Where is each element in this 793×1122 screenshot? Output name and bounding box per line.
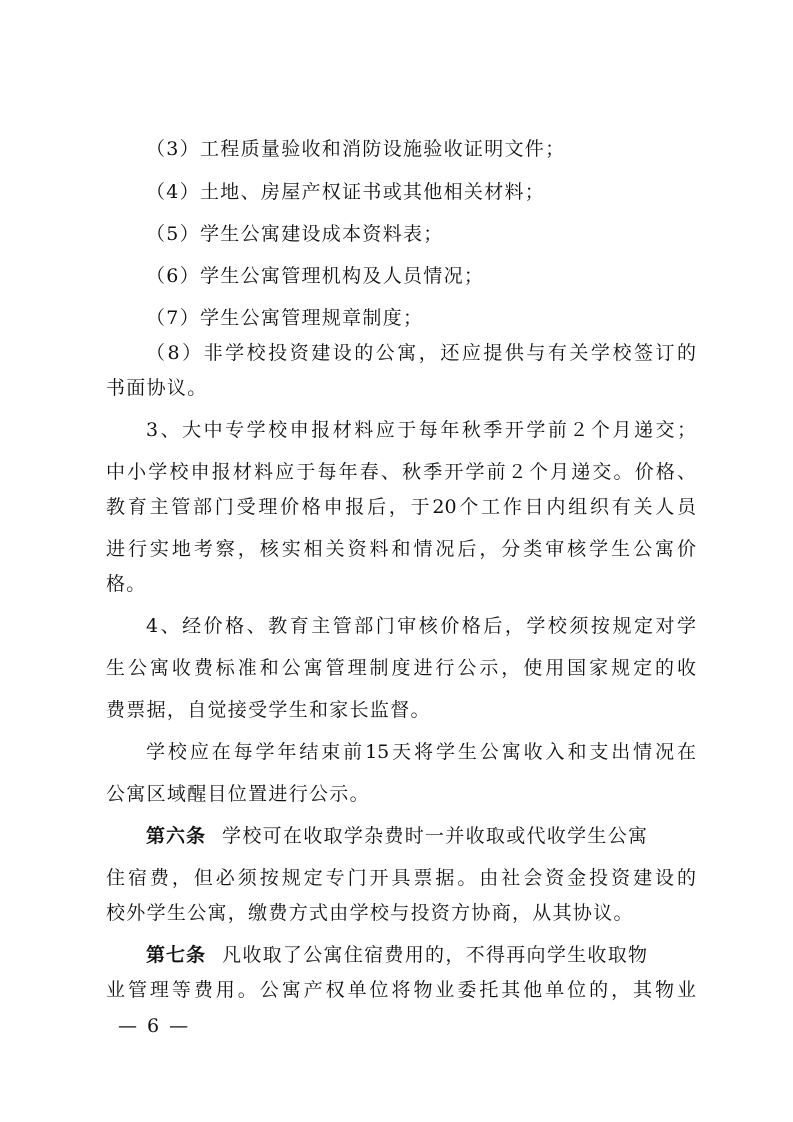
article-6-line-2: 住宿费，但必须按规定专门开具票据。由社会资金投资建设的: [106, 867, 696, 889]
article-7-text: 凡收取了公寓住宿费用的，不得再向学生收取物: [222, 944, 649, 966]
paragraph-3-line-3: 教育主管部门受理价格申报后，于20个工作日内组织有关人员: [106, 496, 696, 518]
article-6-line-1: [146, 824, 696, 848]
paragraph-3-line-5: 格。: [106, 573, 147, 595]
article-6-line-3: 校外学生公寓，缴费方式由学校与投资方协商，从其协议。: [106, 902, 634, 924]
list-item-4: （4）土地、房屋产权证书或其他相关材料；: [146, 181, 546, 203]
paragraph-4-line-1: 4、经价格、教育主管部门审核价格后，学校须按规定对学: [146, 615, 696, 637]
paragraph-disclosure-line-1: 学校应在每学年结束前15天将学生公寓收入和支出情况在: [146, 741, 696, 763]
list-item-8: （8）非学校投资建设的公寓，还应提供与有关学校签订的: [146, 342, 696, 364]
article-7-heading: 第七条: [146, 944, 207, 966]
article-7-line-1: [146, 943, 696, 967]
list-item-6: （6）学生公寓管理机构及人员情况；: [146, 265, 485, 287]
list-item-7: （7）学生公寓管理规章制度；: [146, 307, 424, 329]
list-item-8-continuation: 书面协议。: [106, 377, 208, 399]
page-number: — 6 —: [118, 1015, 191, 1037]
article-6-text: 学校可在收取学杂费时一并收取或代收学生公寓: [222, 825, 649, 847]
list-item-3: （3）工程质量验收和消防设施验收证明文件；: [146, 138, 566, 160]
paragraph-3-line-4: 进行实地考察，核实相关资料和情况后，分类审核学生公寓价: [106, 538, 696, 560]
paragraph-disclosure-line-2: 公寓区域醒目位置进行公示。: [106, 783, 370, 805]
paragraph-4-line-3: 费票据，自觉接受学生和家长监督。: [106, 699, 431, 721]
article-6-heading: 第六条: [146, 825, 207, 847]
paragraph-3-line-1: 3、大中专学校申报材料应于每年秋季开学前２个月递交；: [146, 419, 696, 441]
paragraph-4-line-2: 生公寓收费标准和公寓管理制度进行公示，使用国家规定的收: [106, 657, 696, 679]
article-7-line-2: 业管理等费用。公寓产权单位将物业委托其他单位的，其物业: [106, 979, 696, 1001]
list-item-5: （5）学生公寓建设成本资料表；: [146, 223, 444, 245]
paragraph-3-line-2: 中小学校申报材料应于每年春、秋季开学前２个月递交。价格、: [106, 461, 696, 483]
